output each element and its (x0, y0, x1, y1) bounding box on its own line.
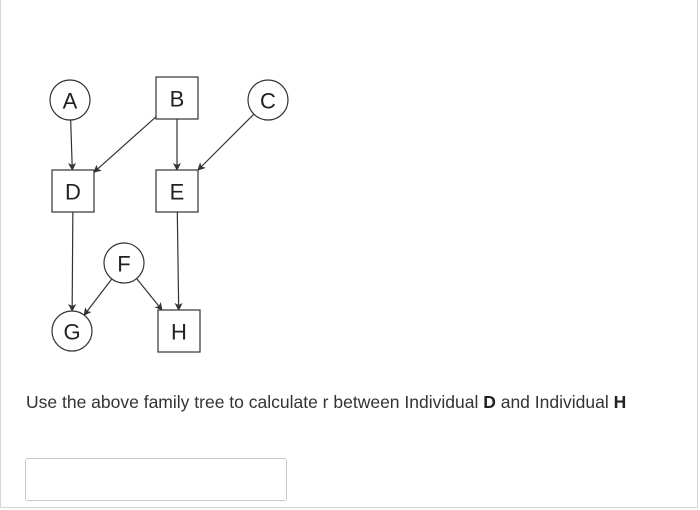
node-h (158, 310, 200, 352)
node-f (104, 243, 144, 283)
node-a (50, 80, 90, 120)
edge-e-to-h (177, 212, 178, 310)
question-prefix: Use the above family tree to calculate r between Individual (26, 392, 484, 412)
question-middle: and Individual (495, 392, 614, 412)
node-b (156, 77, 198, 119)
node-d (52, 170, 94, 212)
node-a-label: A (62, 88, 78, 114)
node-b-label: B (169, 86, 185, 112)
node-c (248, 80, 288, 120)
individual-2: H (613, 392, 627, 412)
node-e-label: E (169, 179, 185, 205)
edge-d-to-g (72, 212, 73, 311)
node-d-label: D (65, 179, 81, 205)
node-g (52, 311, 92, 351)
edge-f-to-h (137, 279, 162, 310)
question-text (26, 392, 626, 413)
node-e (156, 170, 198, 212)
edge-c-to-e (198, 114, 254, 170)
edge-b-to-d (94, 117, 156, 172)
node-g-label: G (63, 319, 81, 345)
answer-input[interactable] (25, 458, 287, 501)
individual-1: D (483, 392, 496, 412)
node-f-label: F (117, 251, 131, 277)
edge-f-to-g (84, 279, 112, 315)
node-c-label: C (260, 88, 276, 114)
node-h-label: H (171, 319, 187, 345)
edge-a-to-d (71, 120, 73, 170)
